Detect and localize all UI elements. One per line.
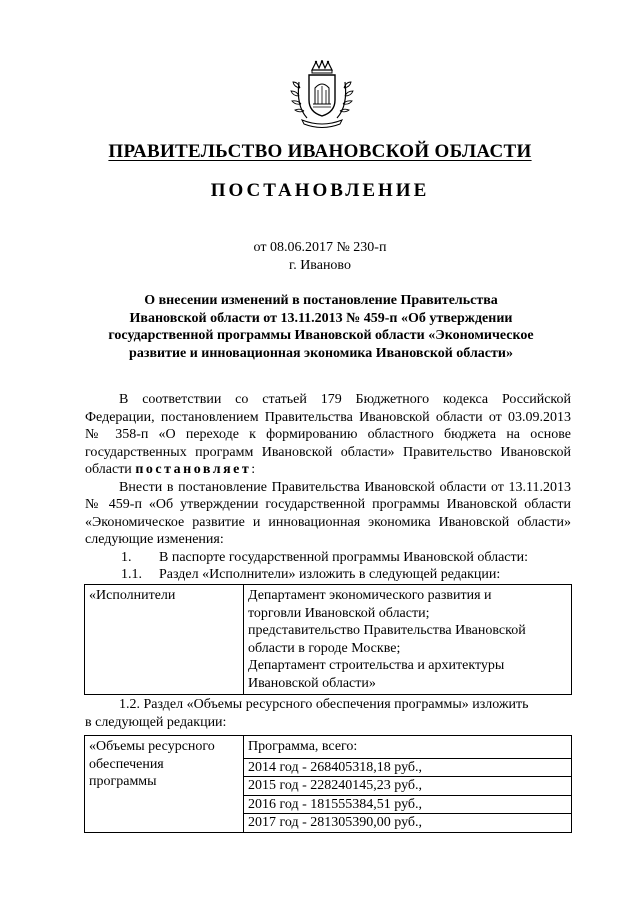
subject-line: развитие и инновационная экономика Ивановской области» xyxy=(129,345,513,361)
item-number: 1. xyxy=(121,549,132,565)
cell-line: 2015 год - 228240145,23 руб., xyxy=(244,776,571,795)
item-text: Раздел «Исполнители» изложить в следующей редакции: xyxy=(159,567,501,582)
coat-of-arms-emblem xyxy=(290,60,354,128)
cell-line: обеспечения xyxy=(89,756,164,772)
document-body xyxy=(85,391,571,584)
cell-line: программы xyxy=(89,774,157,789)
subject-line: О внесении изменений в постановление Правительства xyxy=(144,293,498,308)
table-cell-value xyxy=(244,585,572,695)
cell-line: 2016 год - 181555384,51 руб., xyxy=(244,795,571,814)
list-item-1 xyxy=(85,549,571,567)
table-row xyxy=(85,585,572,695)
city-name: г. Иваново xyxy=(289,258,351,273)
item-1-2-block xyxy=(85,696,571,731)
document-type-title: ПОСТАНОВЛЕНИЕ xyxy=(210,180,430,201)
cell-line: Ивановской области» xyxy=(248,675,376,691)
cell-word: «Объемы ресурсного xyxy=(89,739,215,754)
table-cell-value xyxy=(244,736,572,833)
date-and-number: от 08.06.2017 № 230-п xyxy=(253,240,387,255)
paragraph-preamble xyxy=(85,391,571,479)
resolution-keyword: постановляет xyxy=(135,462,252,477)
item-1-2-line: 1.2. Раздел «Объемы ресурсного обеспечения программы» изложить xyxy=(119,697,529,712)
cell-line: представительство Правительства Ивановской xyxy=(248,623,526,638)
list-item-1-1 xyxy=(85,566,571,584)
cell-line: Департамент строительства и архитектуры xyxy=(248,658,505,673)
document-subject xyxy=(82,292,560,362)
cell-line: Программа, всего: xyxy=(248,739,358,754)
table-cell-label xyxy=(85,736,244,833)
item-number: 1.1. xyxy=(121,567,142,582)
table-row xyxy=(85,736,572,833)
table-cell-label: «Исполнители xyxy=(85,585,244,695)
cell-line: торговли Ивановской области; xyxy=(248,605,430,621)
cell-line: 2017 год - 281305390,00 руб., xyxy=(244,813,571,832)
item-text: В паспорте государственной программы Ивановской области: xyxy=(159,549,529,565)
funding-table xyxy=(84,735,572,833)
organization-title: ПРАВИТЕЛЬСТВО ИВАНОВСКОЙ ОБЛАСТИ xyxy=(108,141,532,162)
item-1-2-line: в следующей редакции: xyxy=(85,714,227,730)
preamble-text: В соответствии со статьей 179 Бюджетного кодекса Российской Федерации, постановлением Правительства Ивановской области от 03.09.2013 № 358-п «О переходе к формированию областного бюджета на основе государственных программ Ивановской области» Правительство Ивановской области xyxy=(85,392,571,477)
paragraph-amendment: Внести в постановление Правительства Ивановской области от 13.11.2013 № 459-п «Об утверждении государственной программы Ивановской области «Экономическое развитие и инновационная экономика Ивановской области» следующие изменения: xyxy=(85,479,571,547)
cell-line: области в городе Москве; xyxy=(248,640,401,656)
cell-line: 2014 год - 268405318,18 руб., xyxy=(244,758,571,777)
executors-table xyxy=(84,584,572,695)
preamble-end: : xyxy=(251,462,256,477)
cell-line xyxy=(89,738,239,756)
cell-line: Департамент экономического развития и xyxy=(248,588,492,603)
subject-line: Ивановской области от 13.11.2013 № 459-п «Об утверждении xyxy=(129,310,513,326)
subject-line: государственной программы Ивановской области «Экономическое xyxy=(108,328,534,343)
